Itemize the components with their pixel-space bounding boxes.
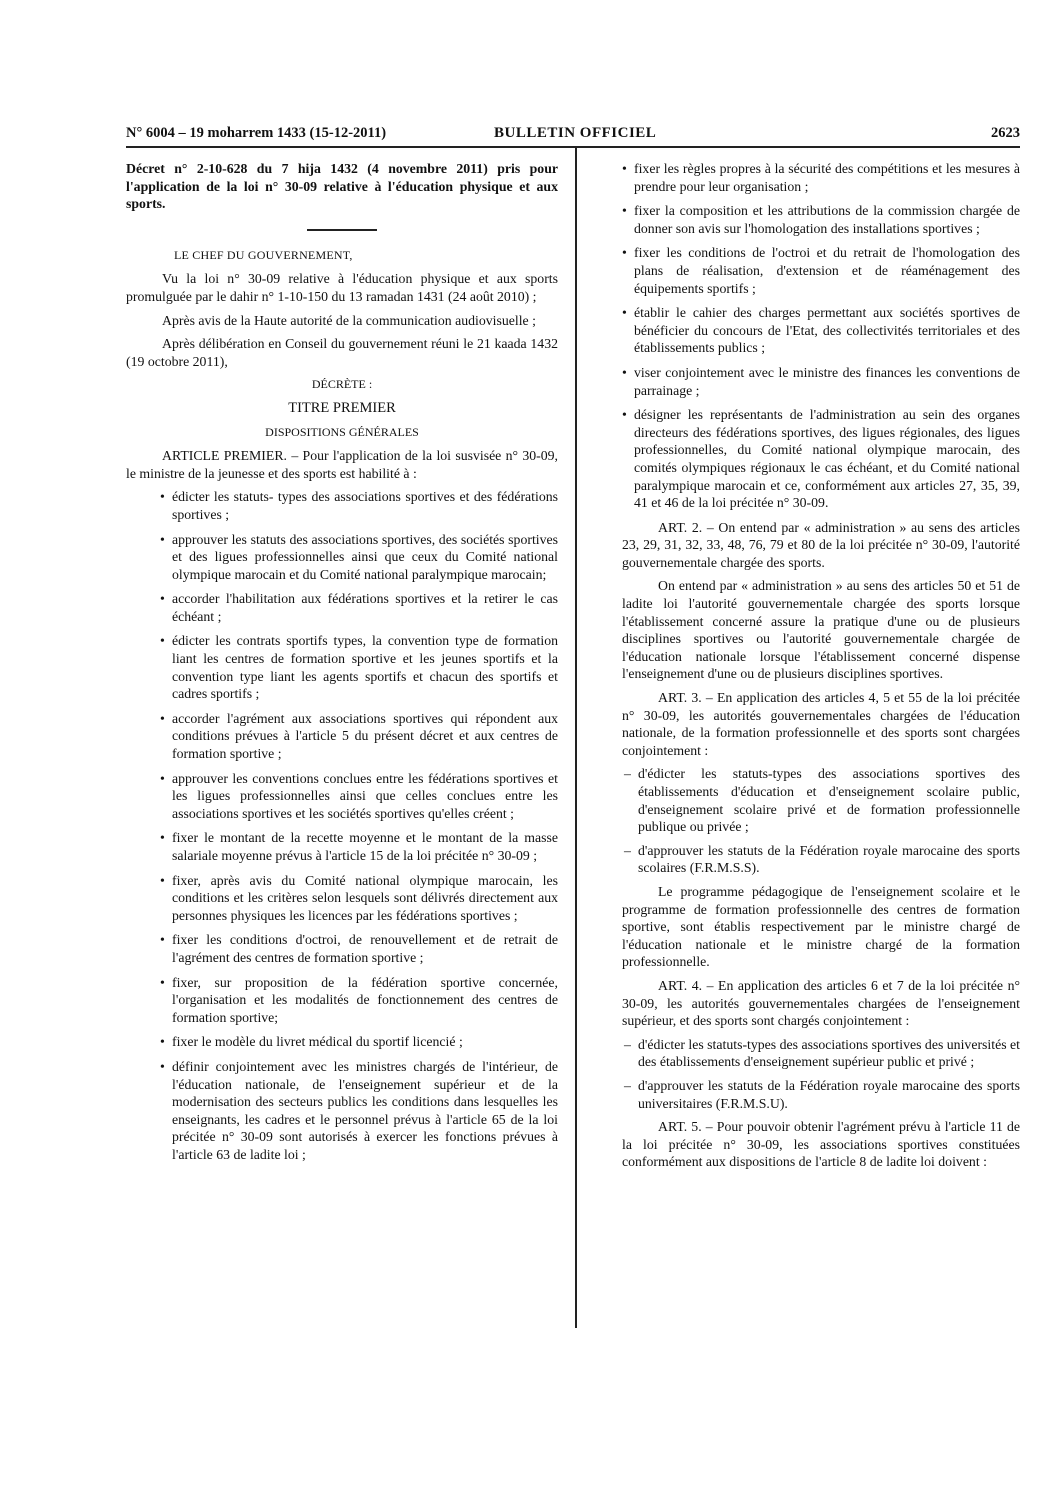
bulletin-title: BULLETIN OFFICIEL bbox=[494, 125, 657, 141]
article-3-list bbox=[622, 765, 1020, 877]
column-divider bbox=[575, 148, 577, 1328]
article-4-list bbox=[622, 1036, 1020, 1112]
list-item: • approuver les conventions conclues entre les fédérations sportives et les ligues professionnelles ainsi que celles conclues entre les associations sportives et les sociétés sportives qu'elles créent ; bbox=[160, 770, 558, 823]
list-item: • viser conjointement avec le ministre des finances les conventions de parrainage ; bbox=[622, 364, 1020, 399]
list-item: • désigner les représentants de l'administration au sein des organes directeurs des fédérations sportives, des ligues régionales, des ligues professionnelles, du Comité national olympique marocain, des comités olympiques régionaux le cas échéant, et du Comité national paralympique marocain et ce, conformément aux articles 27, 35, 39, 41 et 46 de la loi précitée n° 30-09. bbox=[622, 406, 1020, 512]
chef-gouvernement: LE CHEF DU GOUVERNEMENT, bbox=[174, 247, 353, 262]
page-number: 2623 bbox=[991, 125, 1020, 141]
left-column bbox=[126, 160, 558, 1171]
page-header bbox=[126, 125, 1020, 147]
list-item: • fixer les conditions de l'octroi et du retrait de l'homologation des plans de réalisation, d'extension et de réaménagement des équipements sportifs ; bbox=[622, 244, 1020, 297]
title-separator bbox=[307, 229, 377, 231]
visa-3: Après délibération en Conseil du gouvernement réuni le 21 kaada 1432 (19 octobre 2011), bbox=[126, 336, 558, 369]
list-item: – d'approuver les statuts de la Fédération royale marocaine des sports universitaires (F.R.M.S.U). bbox=[624, 1077, 1020, 1112]
dispositions-heading: DISPOSITIONS GÉNÉRALES bbox=[265, 424, 419, 439]
article-3-label: ART. 3. bbox=[658, 690, 702, 706]
issue-info: N° 6004 – 19 moharrem 1433 (15-12-2011) bbox=[126, 125, 387, 141]
list-item: • accorder l'agrément aux associations sportives qui répondent aux conditions prévues à l'article 5 du présent décret et aux centres de formation sportive ; bbox=[160, 710, 558, 763]
right-column bbox=[622, 160, 1020, 1177]
article-3-p2: Le programme pédagogique de l'enseignement scolaire et le programme de formation professionnelle des centres de formation sportive, sont établis respectivement par le ministre chargé de l'éducation nationale et le ministre chargé de la formation professionnelle. bbox=[622, 883, 1020, 970]
article-1-intro-text: – Pour l'application de la loi susvisée n° 30-09, le ministre de la jeunesse et des sports est habilité à : bbox=[126, 448, 558, 481]
list-item: • édicter les statuts- types des associations sportives et des fédérations sportives ; bbox=[160, 488, 558, 523]
list-item: • fixer la composition et les attributions de la commission chargée de donner son avis sur l'homologation des installations sportives ; bbox=[622, 202, 1020, 237]
list-item: • fixer les conditions d'octroi, de renouvellement et de retrait de l'agrément des centres de formation sportive ; bbox=[160, 931, 558, 966]
article-1-intro bbox=[126, 447, 558, 482]
decree-title: Décret n° 2-10-628 du 7 hija 1432 (4 novembre 2011) pris pour l'application de la loi n° 30-09 relative à l'éducation physique et aux sports. bbox=[126, 161, 558, 212]
list-item: – d'approuver les statuts de la Fédération royale marocaine des sports scolaires (F.R.M.S.S). bbox=[624, 842, 1020, 877]
article-1-list-right bbox=[622, 160, 1020, 512]
article-2-p1 bbox=[622, 519, 1020, 572]
list-item: – d'édicter les statuts-types des associations sportives des établissements d'éducation et d'enseignement scolaire public, d'enseignement scolaire privé et de formation professionnelle publique ou privée ; bbox=[624, 765, 1020, 835]
article-2-label: ART. 2. bbox=[658, 519, 703, 535]
article-2-text: – On entend par « administration » au sens des articles 23, 29, 31, 32, 33, 48, 76, 79 et 80 de la loi précitée n° 30-09, l'autorité gouvernementale chargée des sports. bbox=[622, 519, 1020, 570]
list-item: • fixer, après avis du Comité national olympique marocain, les conditions et les critères selon lesquels sont délivrés directement aux personnes physiques les licences par les fédérations sportives ; bbox=[160, 872, 558, 925]
list-item: • établir le cahier des charges permettant aux sociétés sportives de bénéficier du concours de l'Etat, des collectivités territoriales et des établissements publics ; bbox=[622, 304, 1020, 357]
article-4-intro bbox=[622, 977, 1020, 1030]
list-item: – d'édicter les statuts-types des associations sportives des universités et des établissements d'enseignement supérieur public et privé ; bbox=[624, 1036, 1020, 1071]
visa-2: Après avis de la Haute autorité de la communication audiovisuelle ; bbox=[162, 312, 536, 328]
article-1-label: ARTICLE PREMIER. bbox=[162, 448, 287, 464]
article-5-intro-text: – Pour pouvoir obtenir l'agrément prévu à l'article 11 de la loi précitée n° 30-09, les associations sportives constituées conformément aux dispositions de l'article 8 de ladite loi doivent : bbox=[622, 1119, 1021, 1170]
list-item: • accorder l'habilitation aux fédérations sportives et la retirer le cas échéant ; bbox=[160, 590, 558, 625]
list-item: • fixer les règles propres à la sécurité des compétitions et les mesures à prendre pour leur organisation ; bbox=[622, 160, 1020, 195]
list-item: • fixer le modèle du livret médical du sportif licencié ; bbox=[160, 1033, 558, 1051]
article-3-intro bbox=[622, 689, 1020, 759]
list-item: • fixer le montant de la recette moyenne et le montant de la masse salariale moyenne prévus à l'article 15 de la loi précitée n° 30-09 ; bbox=[160, 829, 558, 864]
article-3-intro-text: – En application des articles 4, 5 et 55 de la loi précitée n° 30-09, les autorités gouvernementales chargées de l'éducation nationale, de la formation professionnelle et des sports sont chargées conjointement : bbox=[622, 690, 1020, 758]
titre-heading: TITRE PREMIER bbox=[288, 399, 396, 416]
article-4-intro-text: – En application des articles 6 et 7 de la loi précitée n° 30-09, les autorités gouvernementales chargées de l'enseignement supérieur, et des sports sont chargés conjointement : bbox=[622, 977, 1020, 1029]
list-item: • édicter les contrats sportifs types, la convention type de formation liant les centres de formation sportive et les jeunes sportifs et la convention type liant les agents sportifs et chacun des sportifs et cadres sportifs ; bbox=[160, 632, 558, 702]
article-5-label: ART. 5. bbox=[658, 1119, 702, 1135]
header-rule bbox=[126, 146, 1020, 148]
article-2-p2: On entend par « administration » au sens des articles 50 et 51 de ladite loi l'autorité gouvernementale chargée des sports lorsque l'établissement concerné assure la pratique d'une ou de plusieurs disciplines sportives ou l'autorité gouvernementale chargée de l'éducation nationale lorsque l'établissement concerné dispense l'enseignement d'une ou de plusieurs disciplines sportives. bbox=[622, 578, 1020, 682]
list-item: • fixer, sur proposition de la fédération sportive concernée, l'organisation et les modalités de fonctionnement des centres de formation sportive; bbox=[160, 974, 558, 1027]
article-4-label: ART. 4. bbox=[658, 977, 703, 993]
article-1-list-left bbox=[126, 488, 558, 1163]
visa-1: Vu la loi n° 30-09 relative à l'éducation physique et aux sports promulguée par le dahir n° 1-10-150 du 13 ramadan 1431 (24 août 2010) ; bbox=[126, 271, 558, 304]
list-item: • définir conjointement avec les ministres chargés de l'intérieur, de l'éducation nationale, de l'enseignement supérieur et de la modernisation des secteurs publics les conditions dans lesquelles les enseignants, les cadres et le personnel prévus à l'article 65 de la loi précitée n° 30-09 sont autorisés à exercer les fonctions prévues à l'article 63 de ladite loi ; bbox=[160, 1058, 558, 1164]
article-5-intro bbox=[622, 1118, 1020, 1171]
decrete-heading: DÉCRÈTE : bbox=[311, 377, 373, 392]
list-item: • approuver les statuts des associations sportives, des sociétés sportives et des ligues professionnelles ainsi que ceux du Comité national olympique marocain et du Comité national paralympique marocain; bbox=[160, 531, 558, 584]
